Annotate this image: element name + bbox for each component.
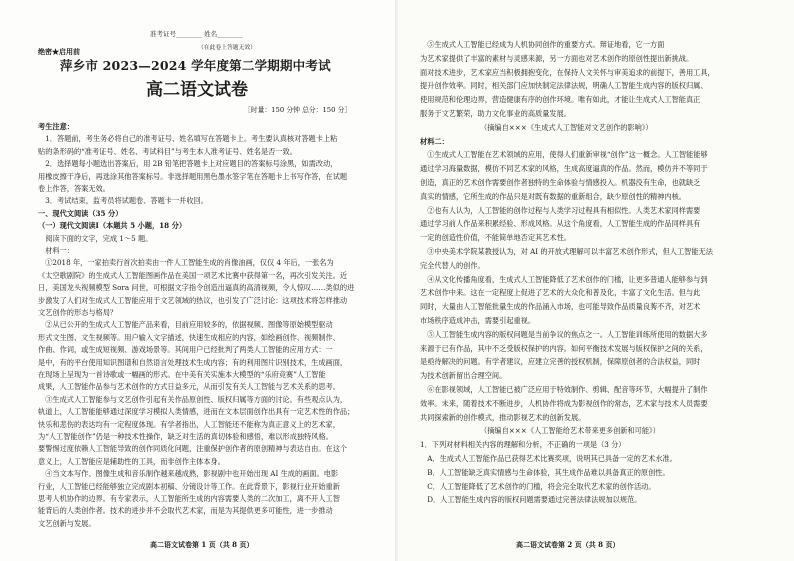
text-line: 《太空歌剧院》的生成式人工智能图画作品在美国一项艺术比赛中获得第一名，再次引发关注。近 [38, 270, 348, 280]
text-line: ②也有人认为，人工智能的创作过程与人类学习过程具有相似性。人类艺术家同样需要 [420, 205, 701, 215]
paper-title: 高二语文试卷 [146, 80, 248, 100]
text-line: 为技术创新留出合理空间。 [420, 371, 507, 381]
text-line: 通过学习海量数据，模仿不同艺术家的风格，生成高度逼真的作品。然而，模仿并不等同于 [420, 164, 708, 174]
text-line: 卷上作答，答案无效。 [38, 184, 110, 193]
text-line: （一）现代文阅读Ⅰ（本题共 5 小题，18 分） [38, 221, 187, 231]
text-line: （摘编自×××《人工智能给艺术带来更多创新和可能》） [480, 426, 660, 436]
time-score: ［时量：150 分钟 总分：150 分］ [244, 106, 352, 114]
text-line: 成果，人工智能作品参与艺术创作的方式日益多元，从而引发有关人工智能与艺术关系的思考。 [38, 382, 340, 392]
text-line: D．人工智能生成内容的版权问题需要通过完善法律法规加以规范。 [420, 495, 642, 505]
text-line: ⑤生成式人工智能已经成为人机协同创作的重要方式。辩证地看，它一方面 [420, 40, 665, 49]
text-line: 意义上，人工智能应是辅助性的工具，而非创作主体本身。 [38, 456, 225, 466]
text-line: ④当文本写作、图像生成和音乐制作越来越成熟，影视剧中也开始出现 AI 生成的画面。电影 [38, 469, 339, 479]
text-line: ⑤人工智能生成内容的版权问题是当前争议的焦点之一。人工智能训练所使用的数据大多 [420, 329, 708, 339]
text-line: ②从已公开的生成式人工智能产品来看，目前应用较多的，依据视频、图像等原始模型驱动 [38, 320, 333, 330]
text-line: 2．选择题每小题选出答案后，用 2B 铅笔把答题卡上对应题目的答案标号涂黑，如需改动， [38, 159, 338, 169]
text-line: 是亟待解决的问题。有学者建议，应建立完善的授权机制，保障原创者的合法权益，同时 [420, 357, 701, 367]
page-footer-right: 高二语文试卷第 2 页（共 8 页） [516, 540, 620, 549]
text-line: 来源于已有作品，其中不乏受版权保护的内容。如何平衡技术发展与版权保护之间的关系， [420, 343, 708, 353]
text-line: 在现场上呈现为一首诗歌或一幅画的形式。在中美有关实施本大模型的“乐府竞赛”人工智能 [38, 370, 326, 379]
text-line: 服务于文艺繁荣，助力文化事业的高质量发展。 [420, 109, 571, 118]
text-line: 一定的创造性价值，不能简单地否定其艺术性。 [420, 233, 571, 243]
text-line: 使用规范和伦理边界，营造健康有序的创作环境。唯有如此，才能让生成式人工智能真正 [420, 95, 701, 105]
text-line: 作曲、作词，或生成短视频、游戏场景等。其间用户已经批判了两类人工智能的应用方式：一 [38, 345, 333, 355]
text-line: ⑥在影视领域，人工智能已被广泛应用于特效制作、剪辑、配音等环节，大幅提升了制作 [420, 385, 708, 394]
text-line: 为艺术家提供了丰富的素材与灵感来源，另一方面也对艺术创作的原创性提出新挑战。 [420, 53, 694, 63]
text-line: C．人工智能降低了艺术创作的门槛，将会完全取代艺术家的创作活动。 [420, 481, 656, 491]
text-line: 同时，大量由人工智能批量生成的作品涌入市场，也可能导致作品质量良莠不齐，对艺术 [420, 302, 701, 312]
text-line: ④从文化传播角度看，生成式人工智能降低了艺术创作的门槛，让更多普通人能够参与到 [420, 274, 708, 284]
text-line: 思考人机协作的边界。有专家表示，人工智能所生成的内容需要人类的二次加工，离不开人工智 [38, 494, 340, 503]
text-line: 3．考试结束，监考员将试题卷、答题卡一并收回。 [38, 196, 208, 206]
text-line: 能背后的人类创作者。技术的进步并不会取代艺术家，而是为其提供更多可能性，进一步推动 [38, 506, 333, 516]
text-line: 共同探索新的创作模式，推动影视艺术的创新发展。 [420, 412, 586, 422]
text-line: B．人工智能缺乏真实情感与生命体验，其生成作品难以具备真正的原创性。 [420, 467, 670, 477]
text-line: 日，美国龙头视频模型 Sora 问世，可根据文字指令创造出逼真的高清视频，令人惊叹……类似的进 [38, 283, 355, 293]
text-line: 文艺创新与发展。 [38, 518, 96, 528]
text-line: 材料一： [38, 246, 74, 255]
text-line: 效率。未来，随着技术不断进步，人机协作将成为影视创作的常态，艺术家与技术人员需要 [420, 398, 708, 408]
text-line: （摘编自×××《生成式人工智能对文艺创作的影响》） [480, 122, 653, 132]
text-line: 真实的情感，它所生成的作品只是对既有数据的重新组合，缺少原创性的精神内核。 [420, 191, 686, 201]
text-line: 面对技术进步，艺术家应当积极拥抱变化，在保持人文关怀与审美追求的前提下，善用工具， [420, 67, 715, 77]
text-line: 是中，有的平台使用知识图谱和自然语言处理技术生成内容；有的利用图片识别技术，生成画面， [38, 357, 348, 367]
text-line: 考生注意： [38, 122, 74, 131]
text-line: A．生成式人工智能作品已获得艺术比赛奖项，说明其已具备一定的艺术水准。 [420, 454, 677, 463]
text-line: ③生成式人工智能参与文艺创作引起有关作品原创性、版权归属等方面的讨论。有些观点认为， [38, 394, 348, 404]
text-line: 行业，人工智能已经能够独立完成剧本初稿、分镜设计等工作。在此背景下，影视行业开始重新 [38, 481, 340, 491]
text-line: 文艺创作的形态与格局？ [38, 308, 118, 317]
text-line: 为“人工智能创作”仍是一种技术性操作，缺乏对生活的真切体验和感悟，难以形成独特风格。 [38, 432, 333, 441]
text-line: 创造，真正的艺术创作需要创作者独特的生命体验与情感投入。机器没有生命，也就缺乏 [420, 178, 701, 187]
text-line: 材料二： [420, 136, 449, 146]
exam-title: 萍乡市 2023—2024 学年度第二学期期中考试 [60, 58, 331, 73]
text-line: 用橡皮擦干净后，再选涂其他答案标号。非选择题用黑色墨水签字笔在答题卡上书写作答，在试题 [38, 171, 348, 181]
text-line: ①2018 年，一家拍卖行首次拍卖由一件人工智能生成的肖像油画，仅仅 4 年后，一张名为 [38, 258, 334, 268]
text-line: 形式文生图、文生视频等。用户输入文字描述，快速生成相应的内容，如绘画创作、视频制作、 [38, 332, 340, 342]
text-line: 市场秩序造成冲击，需要引起重视。 [420, 316, 536, 325]
page-left [0, 0, 396, 561]
text-line: 轨道上，人工智能能够通过深度学习模拟人类情感，进而在文本层面创作出具有一定艺术性的作品； [38, 407, 355, 417]
text-line: ③中央美术学院某教授认为，对 AI 的开放式理解可以丰富艺术创作形式，但人工智能无法 [420, 247, 713, 256]
text-line: ①生成式人工智能在艺术领域的应用，使得人们重新审视“创作”这一概念。人工智能能够 [420, 150, 708, 160]
page-footer-left: 高二语文试卷第 1 页（共 8 页） [150, 540, 254, 549]
text-line: 一、现代文阅读（35 分） [38, 208, 123, 218]
text-line: 提升创作效率。同时，相关部门应加快制定法律法规，明确人工智能生成内容的版权归属、 [420, 81, 708, 91]
text-line: 1．答题前，考生务必将自己的准考证号、姓名填写在答题卡上。考生要认真核对答题卡上粘 [38, 134, 338, 144]
text-line: 贴的条形码的“准考证号、姓名、考试科目”与考生本人准考证号、姓名是否一致。 [38, 146, 297, 156]
text-line: 阅读下面的文字，完成 1～5 题。 [38, 233, 153, 243]
candidate-note: （在此卷上答题无效） [198, 45, 256, 51]
text-line: 要警惕过度依赖人工智能导致的创作同质化问题，注重保护创作者的原创精神与表达自由。在这个 [38, 444, 348, 454]
text-line: 完全代替人的创作。 [420, 260, 485, 270]
secret-mark: 绝密★启用前 [38, 47, 80, 56]
text-line: 艺术创作中来。这在一定程度上促进了艺术的大众化和普及化，丰富了文化生活。但与此 [420, 288, 701, 298]
page-right [398, 0, 794, 561]
candidate-info-line: 准考证号________ 姓名________ [150, 30, 244, 38]
text-line: 快乐和悲伤的表达均有一定程度体现。有学者指出，人工智能还不能称为真正意义上的艺术家， [38, 419, 340, 429]
text-line: 步激发了人们对生成式人工智能应用于文艺领域的热议，也引发了广泛讨论：这项技术将怎样推动 [38, 295, 348, 305]
text-line: 通过学习前人作品来积累经验、形成风格。从这个角度看，人工智能生成的作品同样具有 [420, 219, 701, 229]
text-line: 1．下列对材料相关内容的理解和分析，不正确的一项是（3 分） [420, 440, 626, 450]
